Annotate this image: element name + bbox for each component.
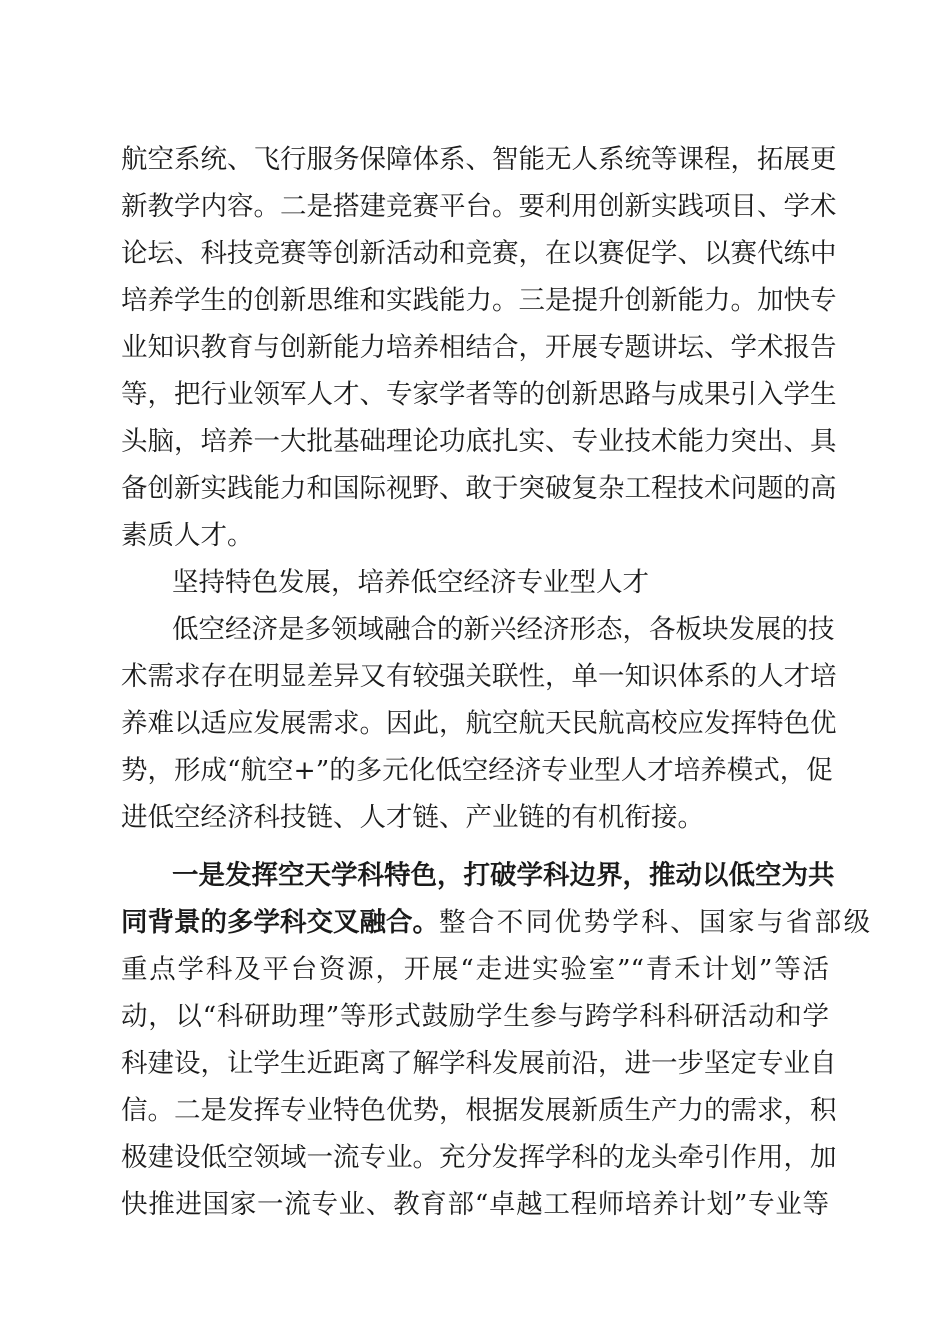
paragraph-line: 动，以“科研助理”等形式鼓励学生参与跨学科科研活动和学 (121, 1001, 829, 1032)
bold-lead-line: 一是发挥空天学科特色，打破学科边界，推动以低空为共 (172, 860, 835, 891)
paragraph-line: 极建设低空领域一流专业。充分发挥学科的龙头牵引作用，加 (121, 1142, 837, 1173)
paragraph-line: 术需求存在明显差异又有较强关联性，单一知识体系的人才培 (121, 661, 837, 692)
line-continuation: 整合不同优势学科、国家与省部级 (439, 907, 873, 938)
section-heading: 坚持特色发展，培养低空经济专业型人才 (172, 567, 649, 598)
paragraph-line: 快推进国家一流专业、教育部“卓越工程师培养计划”专业等 (121, 1189, 829, 1220)
paragraph-line: 科建设，让学生近距离了解学科发展前沿，进一步坚定专业自 (121, 1048, 837, 1079)
paragraph-line: 培养学生的创新思维和实践能力。三是提升创新能力。加快专 (121, 285, 837, 316)
paragraph-line: 养难以适应发展需求。因此，航空航天民航高校应发挥特色优 (121, 708, 837, 739)
paragraph-line: 新教学内容。二是搭建竞赛平台。要利用创新实践项目、学术 (121, 191, 837, 222)
paragraph-line: 等，把行业领军人才、专家学者等的创新思路与成果引入学生 (121, 379, 837, 410)
mixed-line (121, 901, 873, 945)
paragraph-line: 素质人才。 (121, 520, 254, 551)
paragraph-line: 信。二是发挥专业特色优势，根据发展新质生产力的需求，积 (121, 1095, 837, 1126)
paragraph-line: 低空经济是多领域融合的新兴经济形态，各板块发展的技 (172, 614, 835, 645)
paragraph-line: 头脑，培养一大批基础理论功底扎实、专业技术能力突出、具 (121, 426, 837, 457)
bold-lead-tail: 同背景的多学科交叉融合。 (121, 907, 439, 938)
paragraph-line: 势，形成“航空+”的多元化低空经济专业型人才培养模式，促 (121, 755, 833, 786)
paragraph-line: 业知识教育与创新能力培养相结合，开展专题讲坛、学术报告 (121, 332, 837, 363)
paragraph-line: 论坛、科技竞赛等创新活动和竞赛，在以赛促学、以赛代练中 (121, 238, 837, 269)
paragraph-line: 进低空经济科技链、人才链、产业链的有机衔接。 (121, 802, 704, 833)
paragraph-line: 重点学科及平台资源，开展“走进实验室”“青禾计划”等活 (121, 954, 829, 985)
paragraph-line: 备创新实践能力和国际视野、敢于突破复杂工程技术问题的高 (121, 473, 837, 504)
paragraph-line: 航空系统、飞行服务保障体系、智能无人系统等课程，拓展更 (121, 144, 837, 175)
